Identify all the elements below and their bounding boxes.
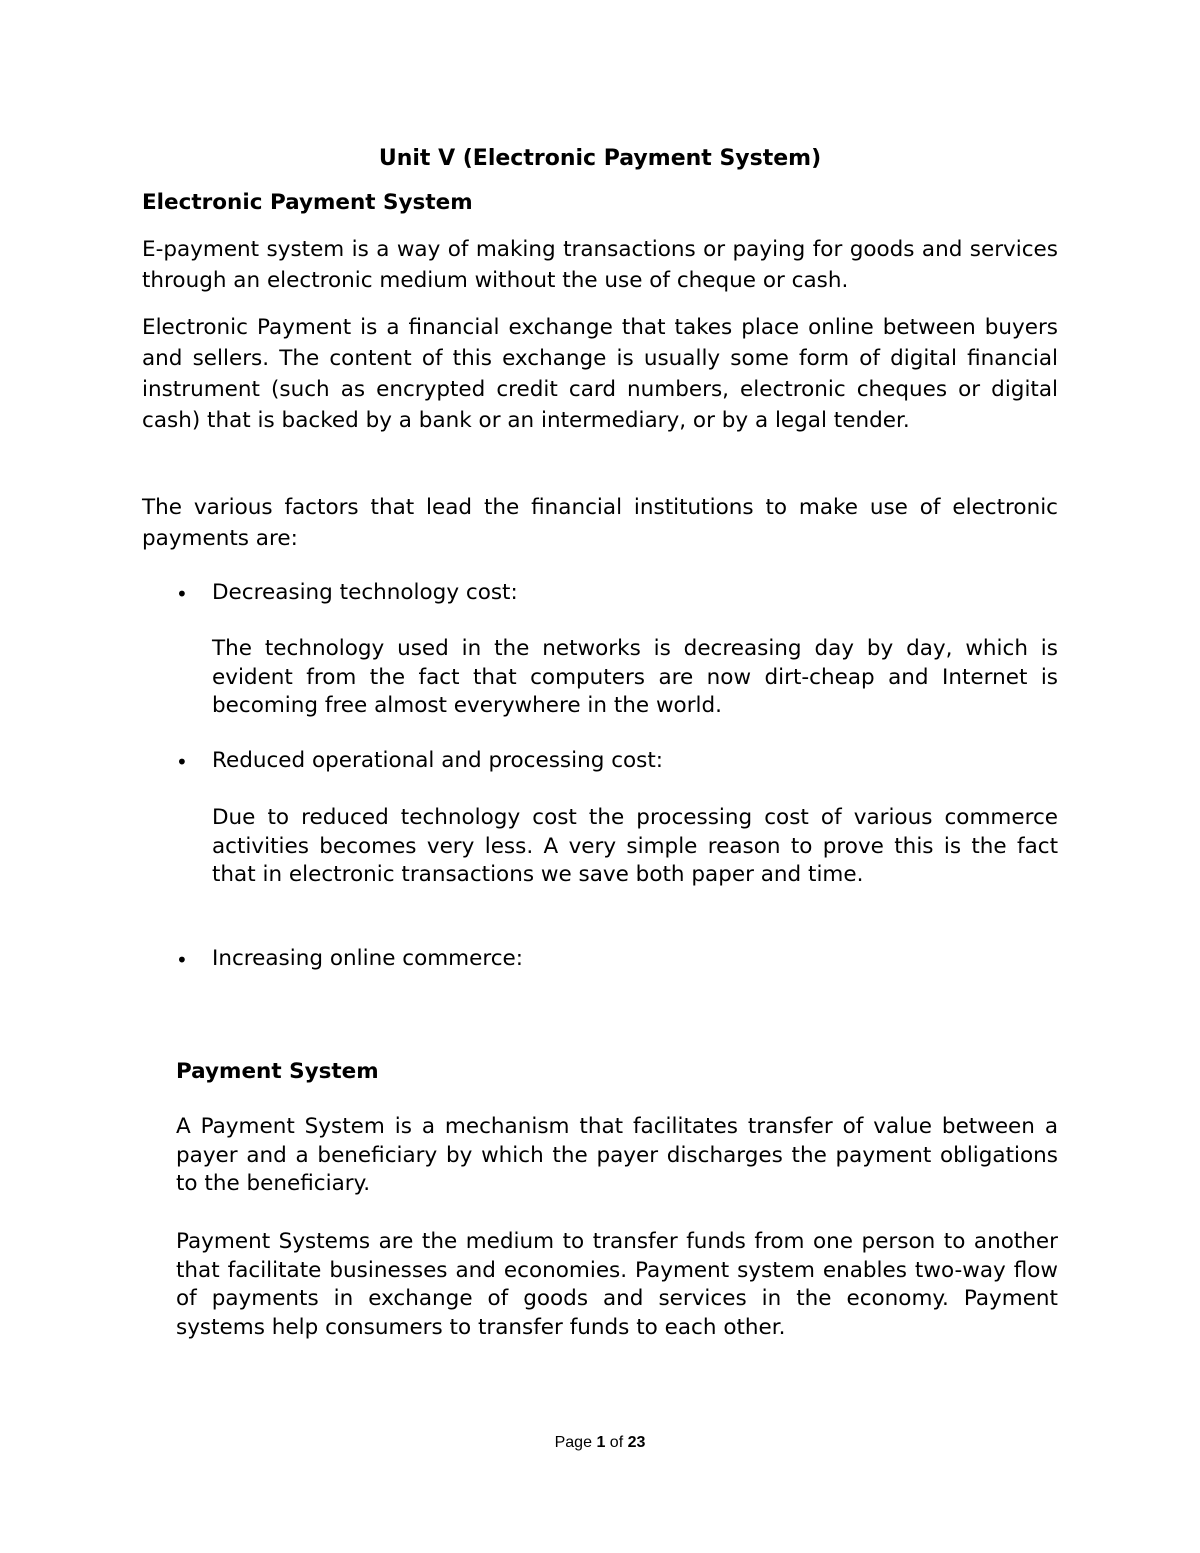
footer-total-pages: 23 [627, 1434, 646, 1451]
bullet-icon: • [176, 750, 188, 774]
bullet-label-reduced-operational-cost: Reduced operational and processing cost: [212, 748, 664, 773]
paragraph-electronic-payment-description: Electronic Payment is a financial exchange that takes place online between buyers and sellers. The content of this exchange is usually some form of digital financial instrument (such as encrypted credit card numbers, electronic cheques or digital cash) that is backed by a bank or an intermediary, or by a legal tender. [142, 315, 1058, 433]
bullet-label-decreasing-technology-cost: Decreasing technology cost: [212, 580, 518, 605]
section-heading-payment-system: Payment System [176, 1059, 379, 1084]
page-title: Unit V (Electronic Payment System) [378, 146, 822, 171]
paragraph-factors-intro: The various factors that lead the financial institutions to make use of electronic payments are: [142, 495, 1058, 551]
paragraph-payment-system-description: Payment Systems are the medium to transfer funds from one person to another that facilitate businesses and economies. Payment system enables two-way flow of payments in exchange of goods and services in the economy. Payment systems help consumers to transfer funds to each other. [176, 1229, 1058, 1340]
bullet-label-increasing-online-commerce: Increasing online commerce: [212, 946, 524, 971]
bullet-text-reduced-operational-cost: Due to reduced technology cost the processing cost of various commerce activities becomes very less. A very simple reason to prove this is the fact that in electronic transactions we save both paper and time. [212, 805, 1058, 887]
section-heading-electronic-payment-system: Electronic Payment System [142, 190, 473, 215]
bullet-icon: • [176, 948, 188, 972]
footer-page-word: Page [554, 1434, 592, 1451]
bullet-icon: • [176, 582, 188, 606]
paragraph-payment-system-definition: A Payment System is a mechanism that facilitates transfer of value between a payer and a beneficiary by which the payer discharges the payment obligations to the beneficiary. [176, 1114, 1058, 1196]
footer-page-number: 1 [596, 1434, 606, 1451]
paragraph-epayment-definition: E-payment system is a way of making transactions or paying for goods and services through an electronic medium without the use of cheque or cash. [142, 237, 1058, 293]
bullet-text-decreasing-technology-cost: The technology used in the networks is decreasing day by day, which is evident from the fact that computers are now dirt-cheap and Internet is becoming free almost everywhere in the world. [212, 636, 1058, 718]
page-footer [0, 1432, 1200, 1454]
footer-of-word: of [609, 1434, 624, 1451]
